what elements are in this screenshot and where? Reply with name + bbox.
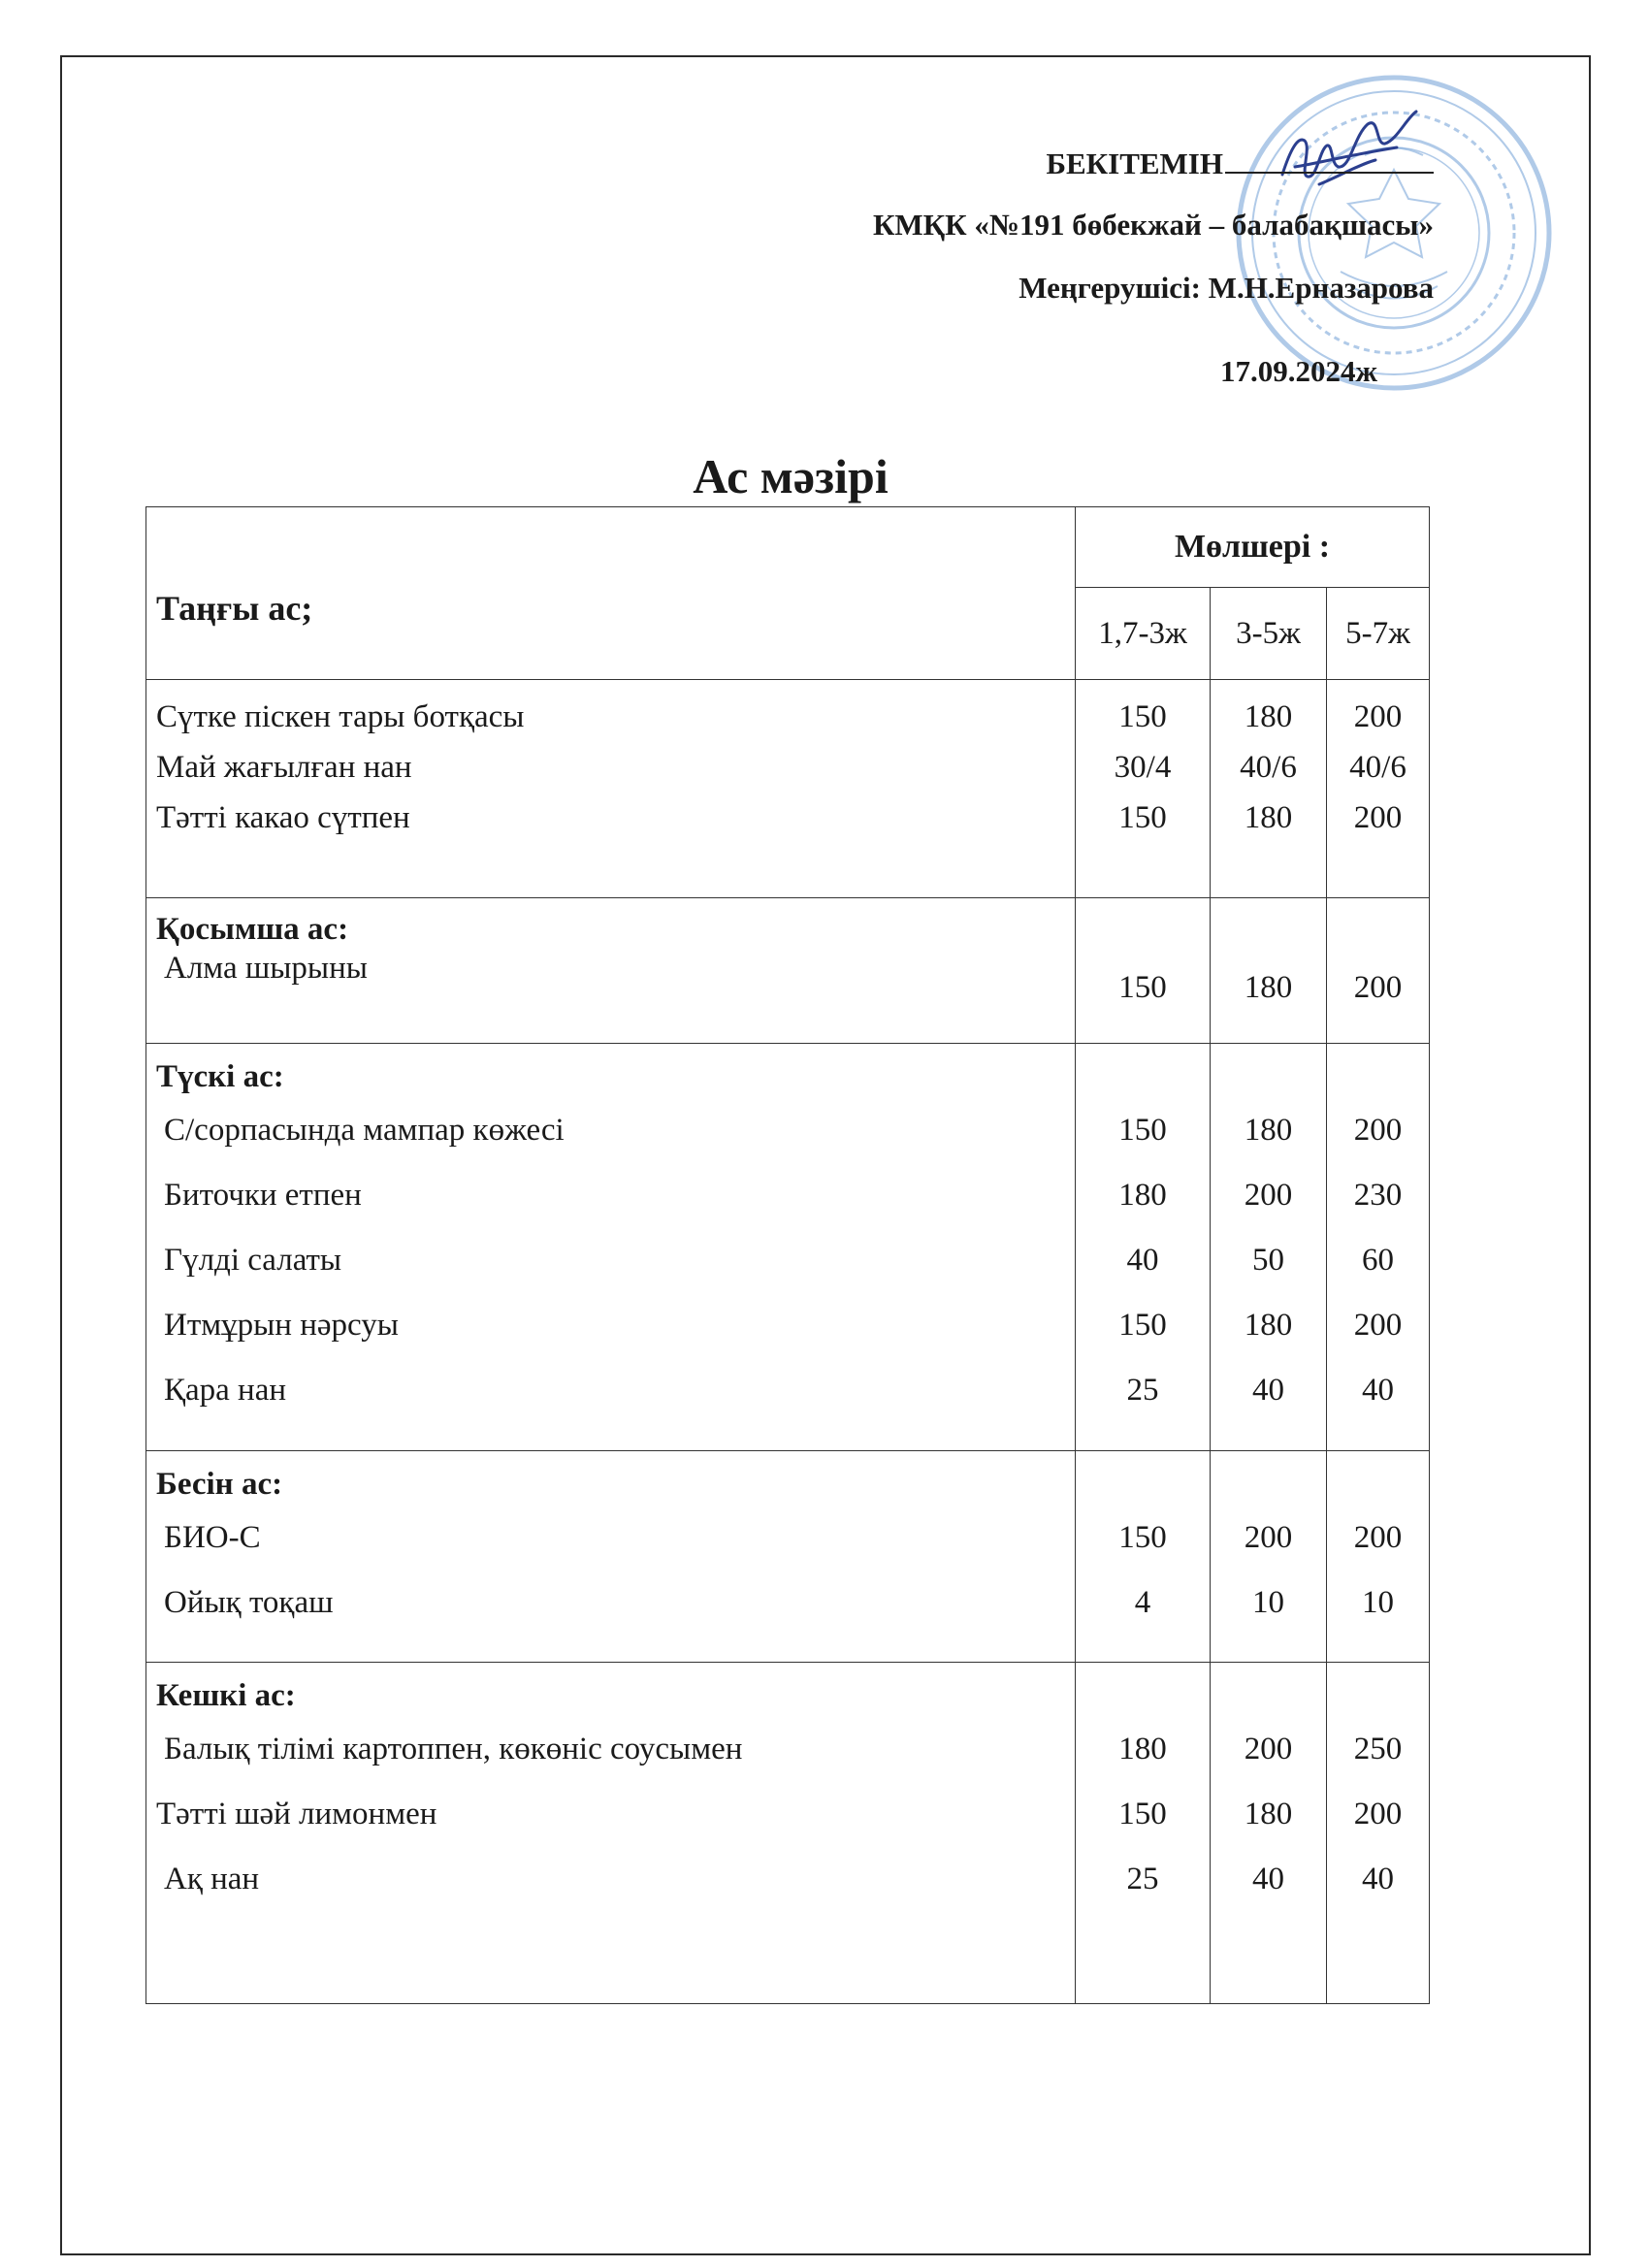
section-names-cell [146, 898, 1076, 1044]
portion-value: 150 [1118, 699, 1167, 734]
dish-name: Биточки етпен [164, 1178, 362, 1213]
portion-value: 230 [1353, 1178, 1403, 1213]
section-names-cell [146, 680, 1076, 898]
portion-value: 180 [1244, 800, 1293, 835]
menu-table [146, 506, 1430, 2004]
portion-value: 50 [1252, 1243, 1284, 1278]
organization-name: КМҚК «№191 бөбекжай – балабақшасы» [872, 208, 1434, 243]
section-title: Түскі ас: [156, 1059, 284, 1094]
portion-cell [1076, 1451, 1211, 1663]
amount-header: Мөлшері : [1076, 507, 1430, 588]
portion-value: 180 [1244, 1113, 1293, 1148]
portion-value: 200 [1353, 699, 1403, 734]
dish-name: Май жағылған нан [156, 750, 412, 785]
menu-section-additional [146, 898, 1430, 1044]
dish-name: БИО-С [164, 1520, 261, 1555]
signature-line [1225, 146, 1434, 174]
portion-cell [1076, 1044, 1211, 1451]
portion-cell [1327, 1044, 1430, 1451]
portion-value: 40 [1252, 1862, 1284, 1896]
age-group-header: 3-5ж [1211, 588, 1327, 680]
portion-value: 10 [1362, 1585, 1395, 1620]
menu-section-dinner [146, 1663, 1430, 2004]
menu-section-breakfast [146, 680, 1430, 898]
approve-row [873, 146, 1434, 181]
dish-name: Алма шырыны [164, 951, 368, 986]
portion-value: 200 [1353, 1797, 1403, 1831]
portion-value: 200 [1353, 1113, 1403, 1148]
portion-value: 30/4 [1114, 750, 1172, 785]
portion-cell [1076, 898, 1211, 1044]
approval-block [873, 146, 1434, 389]
dish-name: С/сорпасында мампар көжесі [164, 1113, 565, 1148]
document-title: Ас мәзірі [693, 449, 889, 503]
portion-value: 40/6 [1349, 750, 1406, 785]
portion-value: 150 [1118, 1520, 1167, 1555]
portion-value: 250 [1353, 1732, 1403, 1766]
approve-label: БЕКІТЕМІН [1046, 146, 1223, 180]
portion-value: 150 [1118, 1797, 1167, 1831]
portion-value: 200 [1244, 1178, 1293, 1213]
portion-value: 200 [1244, 1732, 1293, 1766]
portion-cell [1211, 1044, 1327, 1451]
dish-name: Қара нан [164, 1373, 287, 1408]
portion-value: 200 [1353, 1308, 1403, 1343]
section-title: Бесін ас: [156, 1467, 283, 1502]
section-names-cell [146, 1663, 1076, 2004]
portion-value: 10 [1252, 1585, 1284, 1620]
menu-section-snack [146, 1451, 1430, 1663]
portion-cell [1211, 1663, 1327, 2004]
portion-value: 150 [1118, 800, 1167, 835]
portion-value: 40 [1362, 1862, 1395, 1896]
portion-value: 25 [1126, 1862, 1159, 1896]
portion-cell [1327, 1451, 1430, 1663]
section-names-cell [146, 1451, 1076, 1663]
portion-cell [1327, 1663, 1430, 2004]
portion-value: 150 [1118, 1113, 1167, 1148]
portion-value: 4 [1134, 1585, 1151, 1620]
portion-value: 180 [1244, 1308, 1293, 1343]
dish-name: Балық тілімі картоппен, көкөніс соусымен [164, 1732, 743, 1766]
dish-name: Итмұрын нәрсуы [164, 1308, 399, 1343]
portion-value: 180 [1118, 1178, 1167, 1213]
portion-cell [1211, 680, 1327, 898]
dish-name: Гүлді салаты [164, 1243, 342, 1278]
portion-value: 180 [1244, 699, 1293, 734]
portion-cell [1211, 1451, 1327, 1663]
dish-name: Ақ нан [164, 1862, 260, 1896]
section-title: Кешкі ас: [156, 1678, 296, 1713]
portion-value: 200 [1244, 1520, 1293, 1555]
menu-section-lunch [146, 1044, 1430, 1451]
portion-value: 180 [1244, 970, 1293, 1005]
approval-date: 17.09.2024ж [1220, 353, 1377, 388]
portion-value: 40/6 [1240, 750, 1297, 785]
portion-cell [1327, 680, 1430, 898]
portion-value: 180 [1118, 1732, 1167, 1766]
age-group-header: 5-7ж [1327, 588, 1430, 680]
portion-value: 40 [1126, 1243, 1159, 1278]
portion-value: 40 [1362, 1373, 1395, 1408]
portion-cell [1327, 898, 1430, 1044]
section-title: Қосымша ас: [156, 912, 349, 947]
portion-cell [1211, 898, 1327, 1044]
dish-name: Ойық тоқаш [164, 1585, 334, 1620]
portion-value: 60 [1362, 1243, 1395, 1278]
portion-value: 40 [1252, 1373, 1284, 1408]
portion-cell [1076, 1663, 1211, 2004]
meal-header: Таңғы ас; [146, 507, 1076, 680]
portion-value: 150 [1118, 970, 1167, 1005]
portion-value: 200 [1353, 1520, 1403, 1555]
dish-name: Сүтке піскен тары ботқасы [156, 699, 525, 734]
portion-value: 180 [1244, 1797, 1293, 1831]
dish-name: Тәтті шәй лимонмен [156, 1797, 437, 1831]
portion-value: 200 [1353, 800, 1403, 835]
section-names-cell [146, 1044, 1076, 1451]
portion-value: 25 [1126, 1373, 1159, 1408]
portion-value: 150 [1118, 1308, 1167, 1343]
age-group-header: 1,7-3ж [1076, 588, 1211, 680]
header-row-amount [146, 507, 1430, 588]
dish-name: Тәтті какао сүтпен [156, 800, 410, 835]
portion-cell [1076, 680, 1211, 898]
head-name: Меңгерушісі: М.Н.Ерназарова [1018, 271, 1434, 306]
portion-value: 200 [1353, 970, 1403, 1005]
